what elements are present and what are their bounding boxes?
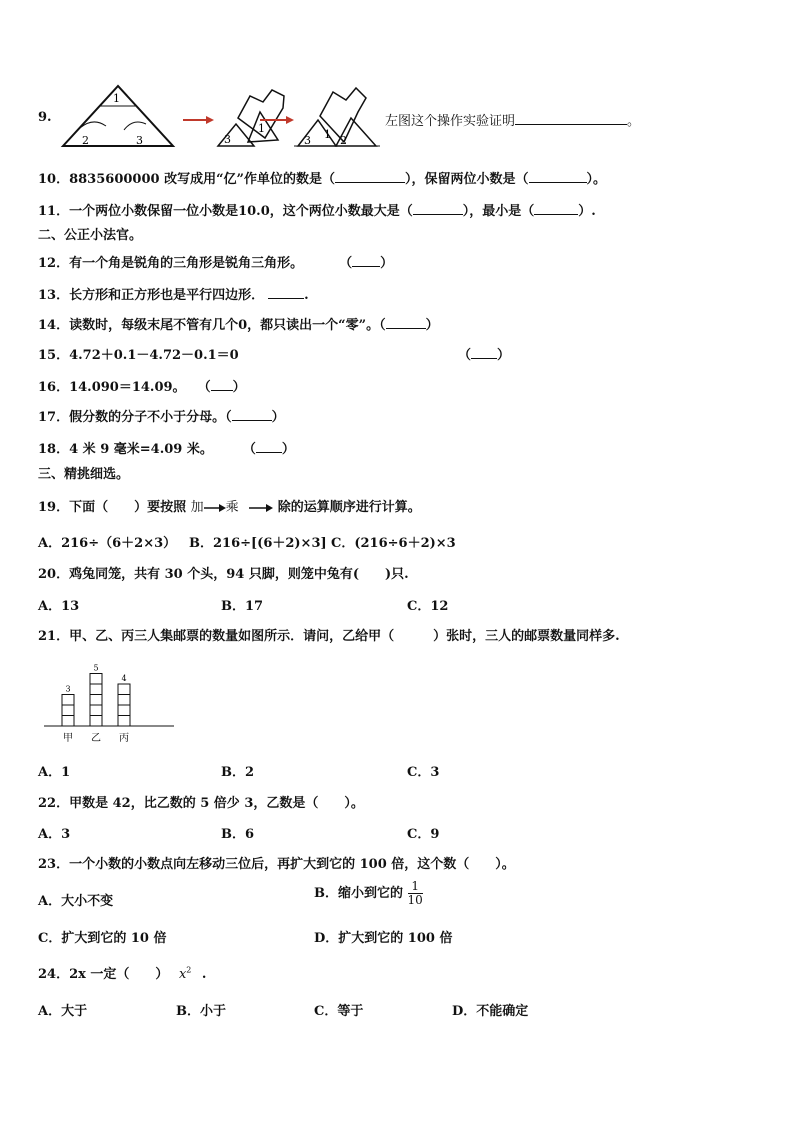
q11-text-c: ）. — [578, 204, 596, 219]
q16-paren-open: （ — [197, 380, 211, 395]
q19 — [38, 496, 421, 515]
q16-paren-close: ） — [232, 380, 246, 395]
q19-option-a[interactable]: A．216÷（6＋2×3） — [38, 536, 177, 551]
stamp-box-丙 — [118, 716, 130, 727]
q9-label: 1 — [324, 128, 331, 141]
q9-label: 3 — [304, 134, 311, 147]
stamp-box-丙 — [118, 695, 130, 706]
q15-answer — [458, 344, 510, 363]
q10-text-a: 10．8835600000 改写成用“亿”作单位的数是（ — [38, 172, 336, 187]
q20-option-c[interactable]: C．12 — [407, 599, 449, 614]
q19-text-b: 除的运算顺序进行计算。 — [277, 500, 421, 515]
fraction-numerator: 1 — [408, 880, 423, 894]
stamp-box-乙 — [90, 695, 102, 706]
q15-paren-close: ） — [497, 348, 511, 363]
section-3-heading: 三、精挑细选。 — [38, 467, 130, 482]
q11-text-b: ），最小是（ — [462, 204, 535, 219]
q23-option-d[interactable]: D．扩大到它的 100 倍 — [314, 931, 453, 946]
q18-text: 18．4 米 9 毫米=4.09 米。 — [38, 442, 213, 457]
category-label: 甲 — [63, 733, 73, 744]
q12-text: 12．有一个角是锐角的三角形是锐角三角形。 — [38, 256, 304, 271]
q23-fraction — [408, 880, 423, 907]
q17-blank[interactable] — [232, 408, 272, 421]
section-2-heading: 二、公正小法官。 — [38, 228, 143, 243]
q17-text: 17．假分数的分子不小于分母。（ — [38, 410, 232, 425]
q23-option-b[interactable] — [314, 880, 423, 907]
q24-text: 24．2x 一定（ ） — [38, 967, 169, 982]
q9-question — [385, 110, 640, 129]
q22-option-b[interactable]: B．6 — [221, 827, 255, 842]
stamp-box-乙 — [90, 684, 102, 695]
stamp-box-甲 — [62, 716, 74, 727]
q16 — [38, 376, 246, 395]
q21-option-a[interactable]: A．1 — [38, 765, 71, 780]
q9-label: 3 — [136, 134, 143, 147]
q11-blank-1[interactable] — [413, 202, 463, 215]
stamp-box-丙 — [118, 705, 130, 716]
q14-text: 14．读数时，每级末尾不管有几个0，都只读出一个“零”。（ — [38, 318, 386, 333]
stamp-box-乙 — [90, 716, 102, 727]
q11 — [38, 200, 596, 219]
q19-word-multiply: 乘 — [225, 500, 239, 515]
q9-label: 1 — [113, 92, 120, 105]
q21-text: 21．甲、乙、丙三人集邮票的数量如图所示．请问，乙给甲（ ）张时，三人的邮票数量同样多. — [38, 629, 620, 644]
q13-end: . — [304, 288, 309, 303]
q10 — [38, 168, 606, 187]
q18 — [38, 438, 295, 457]
q19-word-add: 加 — [190, 500, 204, 515]
q9-label: 2 — [340, 134, 347, 147]
bar-value-label: 5 — [93, 663, 99, 673]
q18-paren-open: （ — [242, 442, 256, 457]
q24-option-d[interactable]: D．不能确定 — [452, 1004, 529, 1019]
q19-text-a: 19．下面（ ）要按照 — [38, 500, 187, 515]
q12-paren-open: （ — [339, 256, 353, 271]
q13 — [38, 284, 309, 303]
q15-blank[interactable] — [471, 346, 497, 359]
q23-text: 23．一个小数的小数点向左移动三位后，再扩大到它的 100 倍，这个数（ ）。 — [38, 857, 515, 872]
q12-paren-close: ） — [380, 256, 394, 271]
q17 — [38, 406, 285, 425]
q10-blank-2[interactable] — [529, 170, 587, 183]
q20-option-a[interactable]: A．13 — [38, 599, 80, 614]
q14-paren-close: ） — [425, 318, 439, 333]
q21-option-b[interactable]: B．2 — [221, 765, 255, 780]
arrow-icon — [249, 503, 273, 513]
q23-option-b-label: B．缩小到它的 — [314, 886, 403, 901]
q22-text: 22．甲数是 42，比乙数的 5 倍少 3，乙数是（ ）。 — [38, 796, 364, 811]
q9-end: 。 — [627, 114, 641, 129]
q15-text: 15．4.72＋0.1－4.72－0.1＝0 — [38, 348, 239, 363]
stamp-box-乙 — [90, 674, 102, 685]
q24-end: . — [201, 967, 207, 982]
stamp-box-甲 — [62, 695, 74, 706]
stamp-box-甲 — [62, 705, 74, 716]
q18-blank[interactable] — [256, 440, 282, 453]
q20-text: 20．鸡兔同笼，共有 30 个头，94 只脚，则笼中兔有( )只. — [38, 567, 409, 582]
q14 — [38, 314, 439, 333]
q24-option-c[interactable]: C．等于 — [314, 1004, 364, 1019]
q16-text: 16．14.090＝14.09。 — [38, 380, 186, 395]
q10-text-b: ），保留两位小数是（ — [405, 172, 529, 187]
category-label: 丙 — [119, 733, 129, 744]
q10-text-c: ）。 — [586, 172, 607, 187]
q19-option-c[interactable]: C．(216÷6＋2)×3 — [331, 536, 456, 551]
q22-option-c[interactable]: C．9 — [407, 827, 440, 842]
q13-text: 13．长方形和正方形也是平行四边形． — [38, 288, 265, 303]
q11-text-a: 11．一个两位小数保留一位小数是10.0，这个两位小数最大是（ — [38, 204, 413, 219]
q18-paren-close: ） — [281, 442, 295, 457]
q9-blank[interactable] — [515, 112, 627, 125]
q9-label: 1 — [258, 122, 265, 135]
bar-value-label: 3 — [65, 684, 71, 694]
q19-option-b[interactable]: B．216÷[(6＋2)×3] — [189, 536, 327, 551]
q9-label: 3 — [224, 133, 231, 146]
q20-option-b[interactable]: B．17 — [221, 599, 264, 614]
q9-number: 9. — [38, 110, 52, 125]
arrow-icon — [204, 503, 226, 513]
q21-option-c[interactable]: C．3 — [407, 765, 440, 780]
q23-option-c[interactable]: C．扩大到它的 10 倍 — [38, 931, 167, 946]
q15-paren-open: （ — [458, 348, 472, 363]
fraction-denominator: 10 — [407, 893, 423, 907]
q24-option-a[interactable]: A．大于 — [38, 1004, 88, 1019]
q22-option-a[interactable]: A．3 — [38, 827, 71, 842]
q23-option-a[interactable]: A．大小不变 — [38, 894, 114, 909]
q13-blank[interactable] — [268, 286, 304, 299]
q11-blank-2[interactable] — [534, 202, 578, 215]
q10-blank-1[interactable] — [335, 170, 405, 183]
q24-option-b[interactable]: B．小于 — [176, 1004, 226, 1019]
q14-blank[interactable] — [386, 316, 426, 329]
q21-stamp-chart — [40, 650, 180, 746]
q12 — [38, 252, 393, 271]
stamp-box-乙 — [90, 705, 102, 716]
q9-text: 左图这个操作实验证明 — [385, 114, 516, 129]
q12-blank[interactable] — [352, 254, 380, 267]
q9-figure — [58, 82, 383, 150]
stamp-box-丙 — [118, 684, 130, 695]
q17-paren-close: ） — [271, 410, 285, 425]
q15 — [38, 344, 239, 363]
q24-var: x — [178, 967, 187, 982]
bar-value-label: 4 — [121, 674, 127, 683]
q16-blank[interactable] — [211, 378, 233, 391]
category-label: 乙 — [91, 733, 101, 744]
q24-exponent: 2 — [186, 965, 192, 975]
q24 — [38, 963, 206, 982]
q9-label: 2 — [82, 134, 89, 147]
